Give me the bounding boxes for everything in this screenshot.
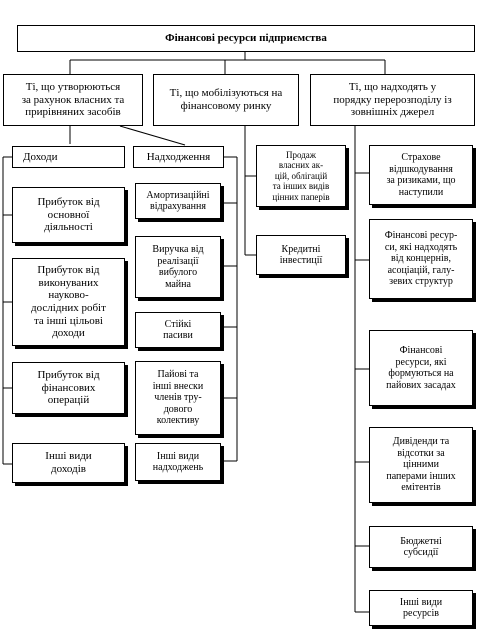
redistribution-item-label: Страхове відшкодування за ризиками, що наступили (386, 152, 456, 198)
redistribution-item-label: Фінансові ресурси, які формуються на пайових засадах (386, 345, 456, 391)
category-own-funds (3, 74, 143, 126)
income-item-financial-operations (12, 362, 125, 414)
category-redistribution-label: Ті, що надходять у порядку перерозподілу із зовнішніх джерел (333, 81, 452, 119)
receipts-header-label: Надходження (146, 150, 211, 163)
diagram-title (17, 25, 475, 52)
redistribution-item-concerns (369, 219, 473, 299)
receipts-item-stable-liabilities (135, 312, 221, 348)
category-own-funds-label: Ті, що утворюються за рахунок власних та прирівняних засобів (21, 81, 125, 119)
income-item-label: Інші види доходів (45, 450, 92, 475)
category-financial-market-label: Ті, що мобілізуються на фінансовому ринку (169, 87, 283, 112)
income-item-other (12, 443, 125, 483)
redistribution-item-subsidies (369, 526, 473, 568)
income-item-label: Прибуток від основної діяльності (37, 196, 100, 234)
market-item-label: Кредитні інвестиції (279, 243, 323, 266)
receipts-item-label: Стійкі пасиви (163, 318, 193, 341)
redistribution-item-label: Фінансові ресур- си, які надходять від концернів, асоціацій, галу- зевих структур (384, 230, 458, 288)
receipts-item-label: Інші види надходжень (152, 450, 204, 473)
redistribution-item-other (369, 590, 473, 626)
income-item-label: Прибуток від виконуваних науково- дослідних робіт та інші цільові доходи (31, 264, 106, 340)
market-item-credit-investments (256, 235, 346, 275)
income-item-main-activity (12, 187, 125, 243)
redistribution-item-share-based (369, 330, 473, 406)
redistribution-item-label: Дивіденди та відсотки за цінними паперами інших емітентів (386, 436, 456, 494)
category-redistribution (310, 74, 475, 126)
income-item-research (12, 258, 125, 346)
category-financial-market (153, 74, 299, 126)
receipts-item-label: Виручка від реалізації вибулого майна (152, 244, 204, 290)
receipts-header (133, 146, 224, 168)
redistribution-item-label: Інші види ресурсів (399, 596, 443, 619)
income-item-label: Прибуток від фінансових операцій (37, 369, 100, 407)
receipts-item-asset-sale (135, 236, 221, 298)
redistribution-item-dividends (369, 427, 473, 503)
diagram-title-text: Фінансові ресурси підприємства (165, 32, 327, 45)
redistribution-item-label: Бюджетні субсидії (400, 535, 442, 558)
receipts-item-label: Пайові та інші внески членів тру- дового колективу (152, 369, 204, 427)
income-header-label: Доходи (23, 150, 58, 163)
redistribution-item-insurance (369, 145, 473, 205)
receipts-item-depreciation (135, 183, 221, 219)
receipts-item-label: Амортизаційні відрахування (146, 189, 210, 212)
income-header (12, 146, 125, 168)
market-item-label: Продаж власних ак- цій, облігацій та інших видів цінних паперів (272, 150, 330, 202)
receipts-item-contributions (135, 361, 221, 435)
market-item-securities-sale (256, 145, 346, 207)
receipts-item-other (135, 443, 221, 481)
